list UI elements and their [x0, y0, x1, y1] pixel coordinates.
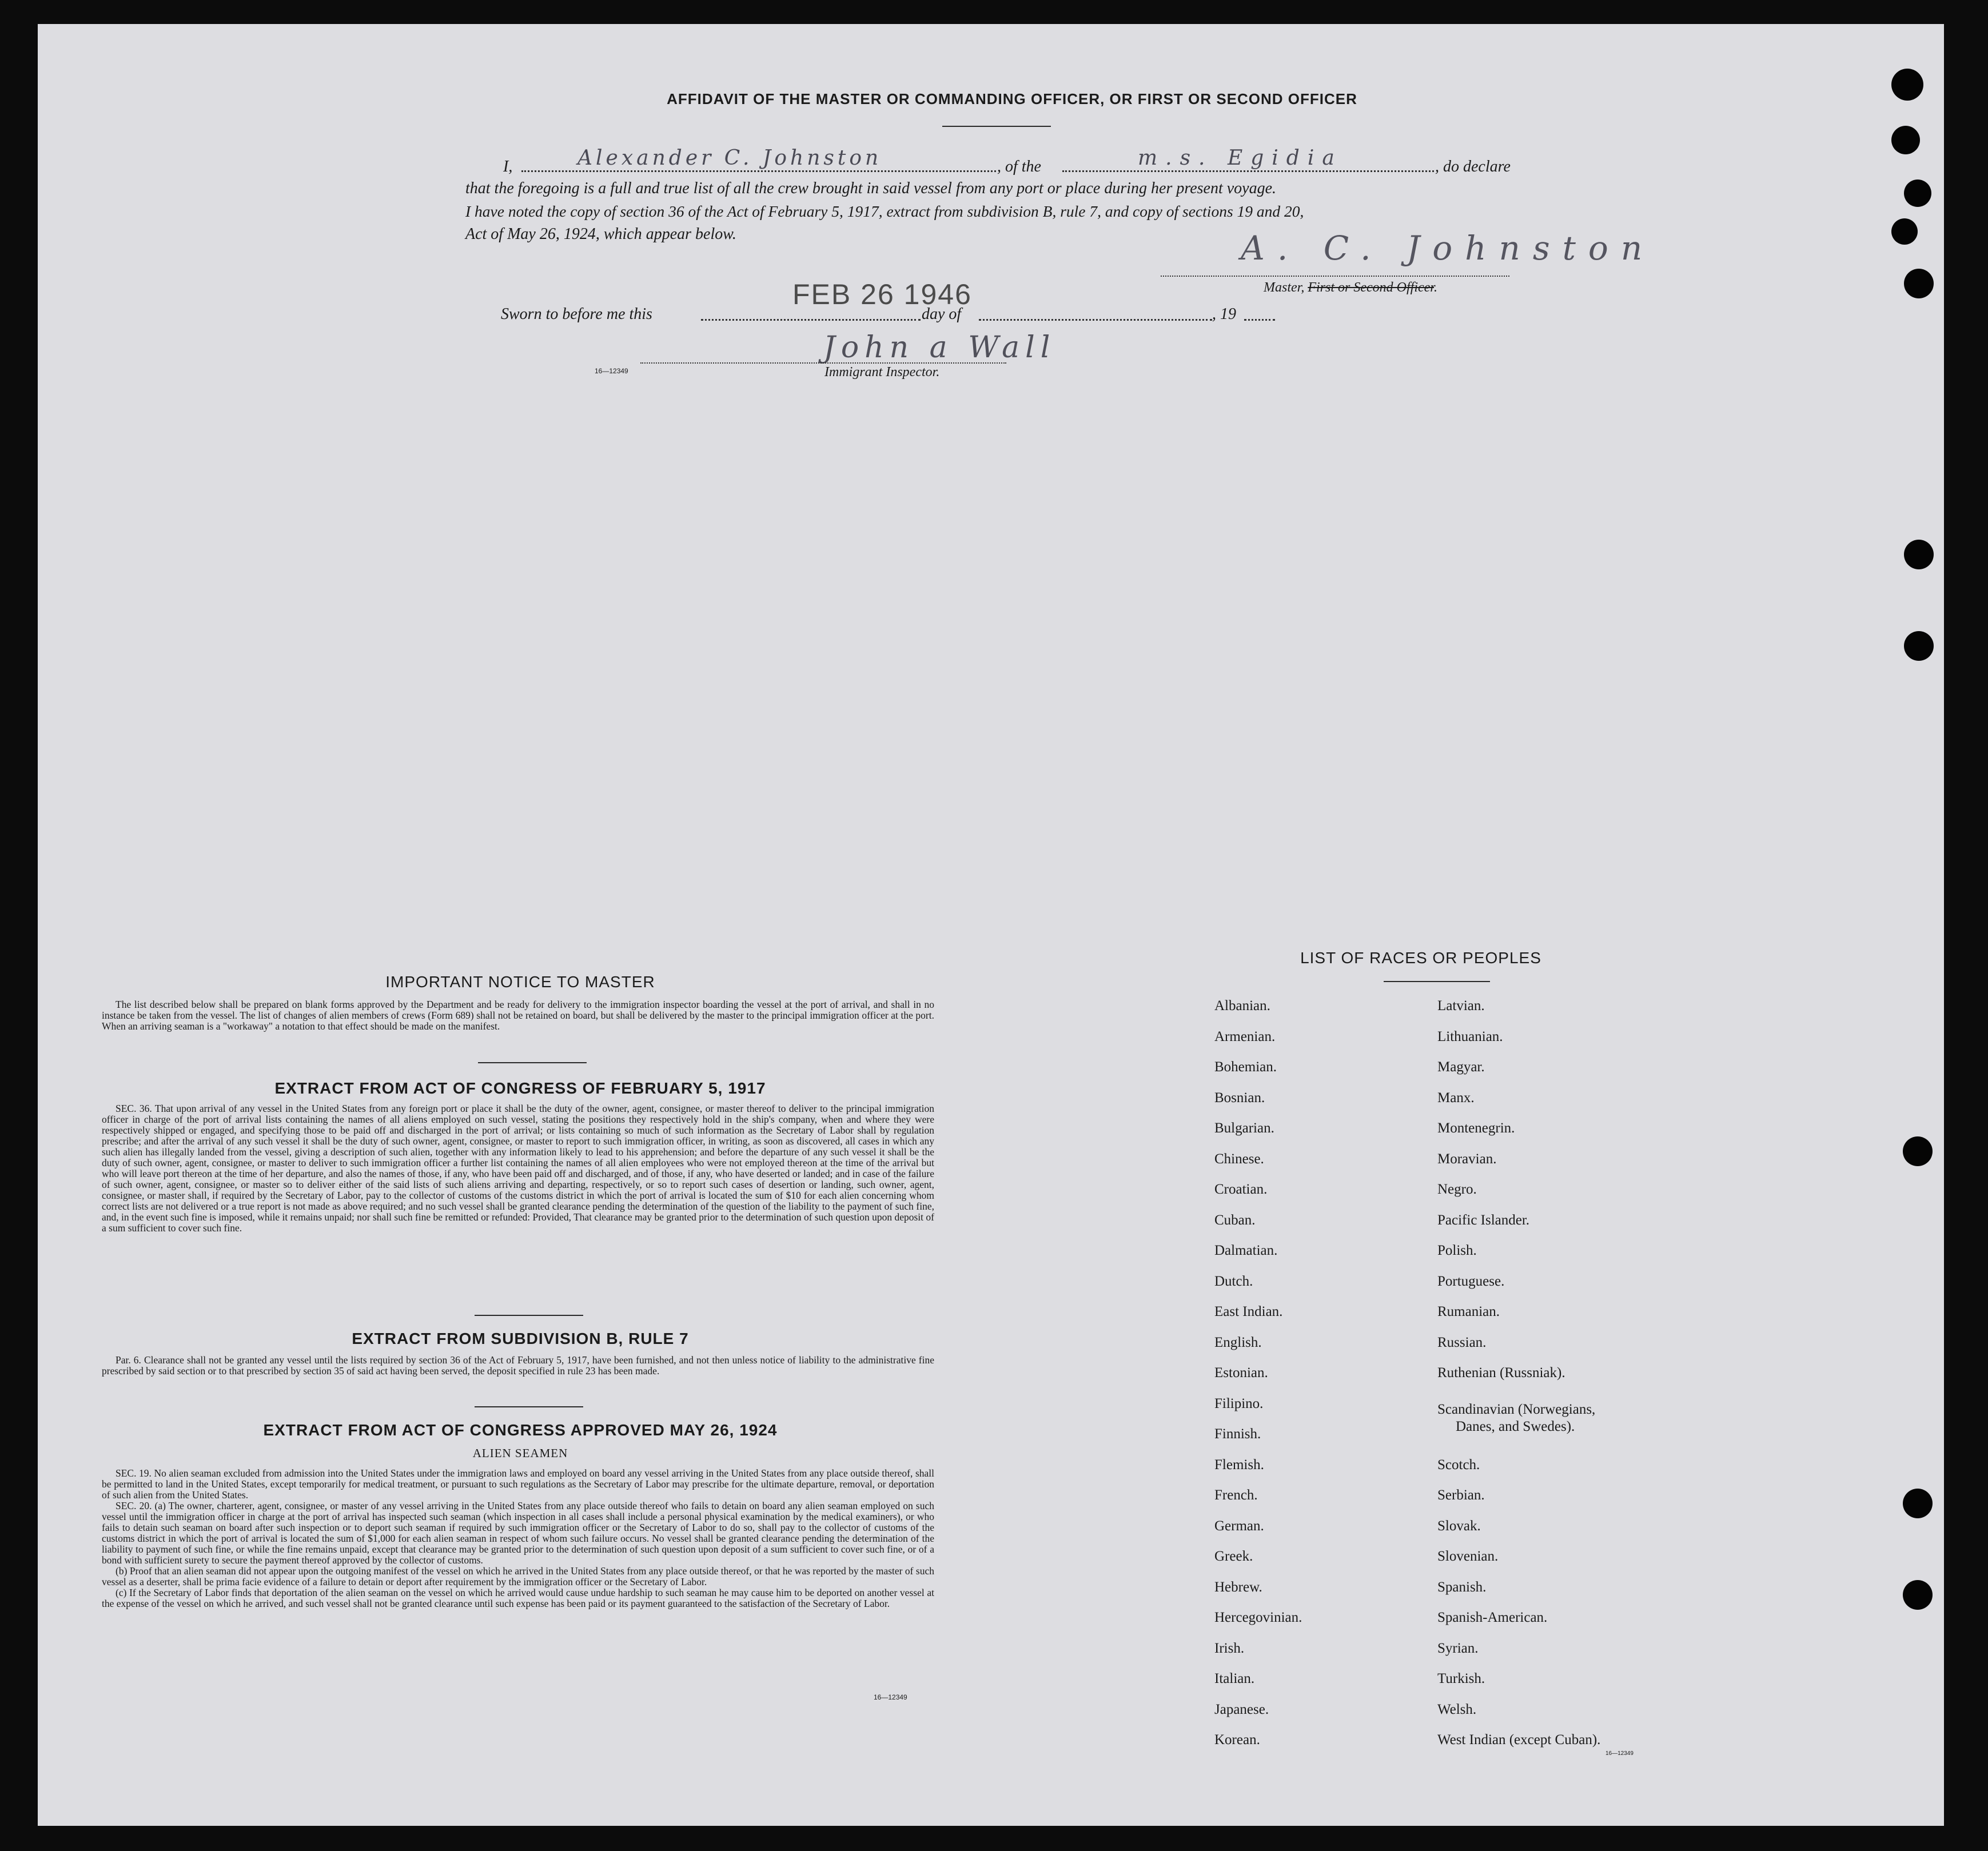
par-6-paragraph: Par. 6. Clearance shall not be granted any vessel until the lists required by section 36 of the Act of February 5, 1917, have been furnished, and not then unless notice of liability to the administrative fine prescribed by said section or to that prescribed by section 35 of said act having been served, the deposit specified in rule 23 has been made.: [102, 1354, 934, 1377]
punch-hole: [1891, 218, 1918, 245]
extract-1924-body: [102, 1468, 934, 1609]
sworn-label: Sworn to before me this: [501, 305, 652, 323]
race-item: Rumanian.: [1437, 1304, 1500, 1319]
extract-1924-title: EXTRACT FROM ACT OF CONGRESS APPROVED MAY 26, 1924: [263, 1421, 778, 1439]
race-item: Portuguese.: [1437, 1274, 1505, 1289]
sworn-month-field: [979, 319, 1212, 321]
punch-hole: [1891, 69, 1923, 101]
affidavit-title-rule: [942, 126, 1051, 127]
vessel-name-handwritten: m.s. Egidia: [1138, 146, 1342, 170]
races-title: LIST OF RACES OR PEOPLES: [1300, 949, 1541, 967]
race-item: French.: [1214, 1487, 1258, 1503]
punch-hole: [1903, 1580, 1933, 1610]
extract-1917-body: [102, 1103, 934, 1234]
race-item: Hercegovinian.: [1214, 1610, 1302, 1625]
race-item: Scotch.: [1437, 1457, 1480, 1473]
race-item: Chinese.: [1214, 1151, 1264, 1167]
master-caption-suffix: .: [1433, 280, 1437, 295]
race-item: Pacific Islander.: [1437, 1212, 1530, 1228]
race-item: Lithuanian.: [1437, 1029, 1503, 1044]
vessel-name-field: [1062, 170, 1434, 172]
race-item: Finnish.: [1214, 1426, 1261, 1442]
master-name-field: [521, 170, 996, 172]
alien-seamen-subtitle: ALIEN SEAMEN: [472, 1446, 568, 1460]
extract-form-number: 16—12349: [874, 1693, 907, 1701]
punch-hole: [1904, 540, 1934, 569]
of-the-label: , of the: [997, 158, 1041, 175]
race-item: Syrian.: [1437, 1641, 1479, 1656]
inspector-signature-line: [640, 362, 1006, 364]
race-item: East Indian.: [1214, 1304, 1283, 1319]
master-name-handwritten: Alexander C. Johnston: [577, 146, 882, 170]
notice-title: IMPORTANT NOTICE TO MASTER: [385, 973, 655, 991]
race-item: Slovenian.: [1437, 1549, 1499, 1564]
race-item: Filipino.: [1214, 1396, 1264, 1411]
race-item: Slovak.: [1437, 1518, 1481, 1534]
race-item: Serbian.: [1437, 1487, 1485, 1503]
race-item: Danes, and Swedes).: [1456, 1419, 1575, 1434]
race-item: Russian.: [1437, 1335, 1487, 1350]
punch-hole: [1904, 631, 1934, 661]
punch-hole: [1891, 126, 1920, 154]
affidavit-line-2: that the foregoing is a full and true list of all the crew brought in said vessel from any port or place during her present voyage.: [465, 179, 1277, 197]
inspector-signature: John a Wall: [823, 330, 1056, 365]
race-item: Flemish.: [1214, 1457, 1264, 1473]
races-title-rule: [1384, 981, 1490, 982]
race-item: Estonian.: [1214, 1365, 1268, 1381]
master-caption-prefix: Master,: [1264, 280, 1305, 295]
punch-hole: [1904, 179, 1931, 207]
day-of-label: day of: [922, 305, 962, 323]
rule-7-rule: [475, 1406, 583, 1407]
race-item: Latvian.: [1437, 998, 1485, 1014]
race-item: Bohemian.: [1214, 1059, 1277, 1075]
punch-hole: [1904, 269, 1934, 298]
do-declare-label: , do declare: [1435, 158, 1511, 175]
races-form-number: 16—12349: [1605, 1750, 1634, 1757]
master-signature: A. C. Johnston: [1241, 229, 1655, 268]
race-item: Magyar.: [1437, 1059, 1485, 1075]
affidavit-form-number: 16—12349: [595, 367, 628, 375]
declarant-prefix: I,: [503, 158, 513, 175]
affidavit-line-3: I have noted the copy of section 36 of the Act of February 5, 1917, extract from subdivision B, rule 7, and copy of sections 19 and 20,: [465, 202, 1304, 220]
race-item: Ruthenian (Russniak).: [1437, 1365, 1565, 1381]
master-caption-struck: First or Second Officer: [1308, 280, 1434, 295]
race-item: Negro.: [1437, 1182, 1477, 1197]
race-item: Manx.: [1437, 1090, 1475, 1106]
notice-body: [102, 999, 934, 1032]
race-item: Albanian.: [1214, 998, 1270, 1014]
race-item: German.: [1214, 1518, 1264, 1534]
race-item: Welsh.: [1437, 1702, 1477, 1717]
race-item: English.: [1214, 1335, 1262, 1350]
race-item: Dalmatian.: [1214, 1243, 1278, 1258]
race-item: West Indian (except Cuban).: [1437, 1732, 1601, 1748]
race-item: Scandinavian (Norwegians,: [1437, 1402, 1596, 1417]
extract-1917-title: EXTRACT FROM ACT OF CONGRESS OF FEBRUARY 5, 1917: [274, 1079, 766, 1097]
section-36-paragraph: SEC. 36. That upon arrival of any vessel in the United States from any foreign port or place it shall be the duty of the owner, agent, consignee, or master thereof to deliver to the principal immigration officer in charge of the port of arrival lists containing the names of all aliens employed on such vessel, stating the positions they respectively hold in the ship's company, when and where they were respectively shipped or engaged, and specifying those to be paid off and discharged in the port of arrival; or lists containing so much of such information as the Secretary of Labor shall by regulation prescribe; and after the arrival of any such vessel it shall be the duty of such owner, agent, consignee, or master to report to such immigration officer, in writing, as soon as discovered, all cases in which any such alien has illegally landed from the vessel, giving a description of such alien, together with any information likely to lead to his apprehension; and before the departure of any such vessel it shall be the duty of such owner, agent, consignee, or master to deliver to such immigration officer a further list containing the names of all alien employees who were not employed thereon at the time of the arrival but who will leave port thereon at the time of her departure, and also the names of those, if any, who have been paid off and discharged, and of those, if any, who have deserted or landed; and in case of the failure of such owner, agent, consignee, or master so to deliver either of the said lists of such aliens arriving and departing, respectively, or so to report such cases of desertion or landing, such owner, agent, consignee, or master shall, if required by the Secretary of Labor, pay to the collector of customs of the customs district in which the port of arrival is located the sum of $10 for each alien concerning whom correct lists are not delivered or a true report is not made as above required; and no such vessel shall be granted clearance pending the determination of the question of the liability to the payment of such fine, and, in the event such fine is imposed, while it remains unpaid; nor shall such fine be remitted or refunded: Provided, That clearance may be granted prior to the determination of such question upon deposit of a sum sufficient to cover such fine.: [102, 1103, 934, 1234]
race-item: Dutch.: [1214, 1274, 1253, 1289]
inspector-caption: Immigrant Inspector.: [824, 365, 940, 380]
race-item: Armenian.: [1214, 1029, 1276, 1044]
notice-paragraph: The list described below shall be prepared on blank forms approved by the Department and be ready for delivery to the immigration inspector boarding the vessel at the port of arrival, and shall in no instance be taken from the vessel. The list of changes of alien members of crews (Form 689) shall not be retained on board, but shall be delivered by the master to the principal immigration officer at the port. When an arriving seaman is a "workaway" a notation to that effect should be made on the manifest.: [102, 999, 934, 1032]
punch-hole: [1903, 1489, 1933, 1518]
race-item: Greek.: [1214, 1549, 1253, 1564]
date-stamp: FEB 26 1946: [792, 278, 972, 310]
punch-hole: [1903, 1136, 1933, 1166]
race-item: Italian.: [1214, 1671, 1255, 1686]
race-item: Korean.: [1214, 1732, 1260, 1748]
year-label: , 19: [1212, 305, 1236, 323]
race-item: Hebrew.: [1214, 1579, 1262, 1595]
rule-7-title: EXTRACT FROM SUBDIVISION B, RULE 7: [352, 1330, 689, 1347]
race-item: Polish.: [1437, 1243, 1477, 1258]
race-item: Japanese.: [1214, 1702, 1269, 1717]
race-item: Moravian.: [1437, 1151, 1497, 1167]
notice-rule: [478, 1062, 587, 1063]
sworn-year-field: [1244, 319, 1275, 321]
sworn-day-field: [701, 319, 921, 321]
race-item: Bulgarian.: [1214, 1120, 1274, 1136]
master-caption: [1264, 280, 1437, 296]
race-item: Spanish.: [1437, 1579, 1487, 1595]
section-20c-paragraph: (c) If the Secretary of Labor finds that deportation of the alien seaman on the vessel on which he arrived would cause undue hardship to such seaman he may cause him to be deported on another vessel at the expense of the vessel on which he arrived, and such vessel shall not be granted clearance until such expense has been paid or its payment guaranteed to the satisfaction of the Secretary of Labor.: [102, 1587, 934, 1609]
rule-7-body: [102, 1355, 934, 1377]
section-19-paragraph: SEC. 19. No alien seaman excluded from admission into the United States under the immigration laws and employed on board any vessel arriving in the United States from any place outside thereof, shall be permitted to land in the United States, except temporarily for medical treatment, or pursuant to such regulations as the Secretary of Labor may prescribe for the ultimate departure, removal, or deportation of such alien from the United States.: [102, 1467, 934, 1501]
race-item: Montenegrin.: [1437, 1120, 1515, 1136]
race-item: Turkish.: [1437, 1671, 1485, 1686]
section-20b-paragraph: (b) Proof that an alien seaman did not appear upon the outgoing manifest of the vessel on which he arrived in the United States from any place outside thereof, or that he was reported by the master of such vessel as a deserter, shall be prima facie evidence of a failure to detain or deport after requirement by the immigration officer or the Secretary of Labor.: [102, 1565, 934, 1587]
master-signature-line: [1161, 276, 1509, 277]
race-item: Croatian.: [1214, 1182, 1268, 1197]
section-20a-paragraph: SEC. 20. (a) The owner, charterer, agent, consignee, or master of any vessel arriving in the United States from any place outside thereof who fails to detain on board any alien seaman employed on such vessel until the immigration officer in charge at the port of arrival has inspected such seaman (which inspection in all cases shall include a personal physical examination by the medical examiners), or who fails to detain such seaman on board after such inspection or to deport such seaman if required by such immigration officer or the Secretary of Labor to do so, shall pay to the collector of customs of the customs district in which the port of arrival is located the sum of $1,000 for each alien seaman in respect of whom such failure occurs. No vessel shall be granted clearance pending the determination of the liability to payment of such fine, or while the fine remains unpaid, except that clearance may be granted prior to the determination of such question upon deposit of a sum sufficient to cover such fine, or of a bond with sufficient surety to secure the payment thereof approved by the collector of customs.: [102, 1500, 934, 1566]
race-item: Cuban.: [1214, 1212, 1256, 1228]
extract-1917-rule: [475, 1315, 583, 1316]
affidavit-title: AFFIDAVIT OF THE MASTER OR COMMANDING OFFICER, OR FIRST OR SECOND OFFICER: [667, 90, 1357, 107]
race-item: Spanish-American.: [1437, 1610, 1548, 1625]
race-item: Bosnian.: [1214, 1090, 1265, 1106]
affidavit-line-4: Act of May 26, 1924, which appear below.: [465, 225, 736, 243]
race-item: Irish.: [1214, 1641, 1245, 1656]
